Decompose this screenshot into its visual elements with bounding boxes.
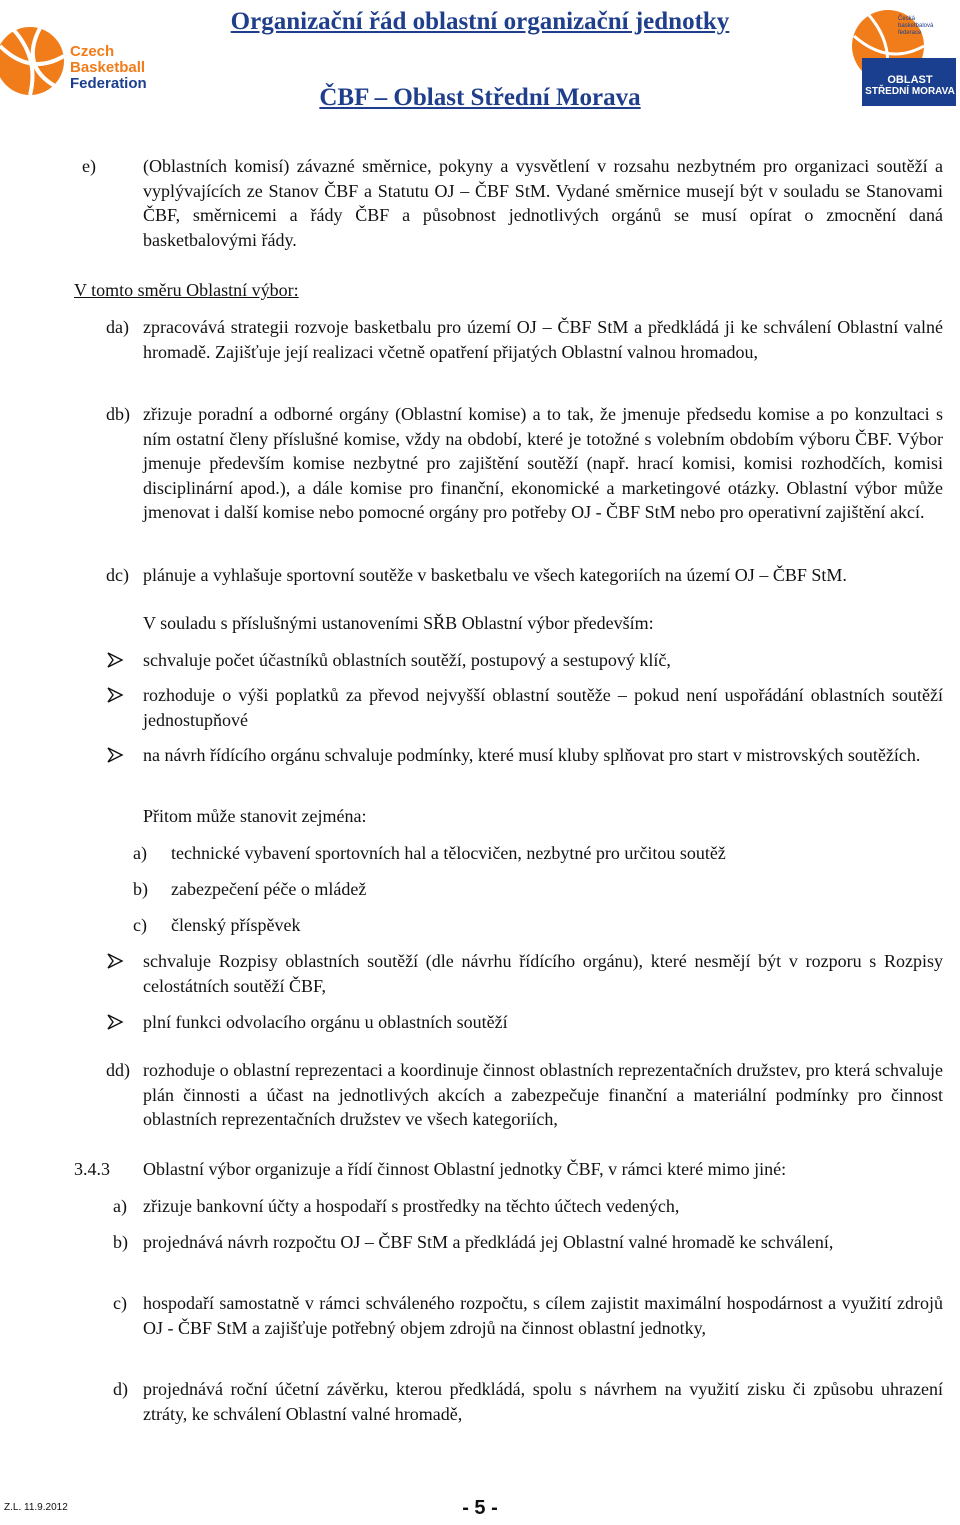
- logo-text-oblast: OBLAST: [887, 74, 933, 86]
- item-db-label: db): [106, 404, 130, 424]
- item-e-text: (Oblastních komisí) závazné směrnice, pokyny a vysvětlení v rozsahu nezbytném pro organizaci soutěží a vyplývajících ze Stanov ČBF a Statutu OJ – ČBF StM. Vydané směrnice musejí být v souladu se Stanovami ČBF, směrnicemi a řády ČBF a působnost jednotlivých orgánů se musí opírat o zmocnění daná basketbalovými řády.: [143, 156, 943, 250]
- sub-item-text: zabezpečení péče o mládež: [171, 879, 367, 899]
- sub-item-text: technické vybavení sportovních hal a tělocvičen, nezbytné pro určitou soutěž: [171, 843, 726, 863]
- item-dc-label: dc): [106, 565, 129, 585]
- logo-text-czech: Czech: [70, 43, 115, 60]
- logo-text-federation: Federation: [70, 75, 147, 92]
- page-number: - 5 -: [462, 1497, 498, 1519]
- sub-item-label: c): [133, 915, 147, 935]
- arrow-bullet-icon: [106, 651, 124, 669]
- item-da-label: da): [106, 317, 129, 337]
- item-db-text: zřizuje poradní a odborné orgány (Oblastní komise) a to tak, že jmenuje předsedu komise a po konzultaci s ním ostatní členy příslušné komise, vždy na období, které je totožné s volebním obdobím výboru ČBF. Výbor jmenuje především komise nezbytné pro zajištění soutěží (např. hrací komisi, komisi rozhodčích, komisi disciplinární apod.), a dále komise pro finanční, ekonomické a marketingové otázky. Oblastní výbor může jmenovat i další komise nebo pomocné orgány pro potřeby OJ - ČBF StM nebo pro operativní zajištění akcí.: [143, 404, 943, 522]
- list-item-label: a): [113, 1196, 127, 1216]
- document-title: Organizační řád oblastní organizační jednotky: [230, 8, 730, 35]
- logo-text-basketball: Basketball: [70, 59, 146, 76]
- oblast-stredni-morava-logo: [848, 6, 956, 106]
- list-item-label: d): [113, 1379, 128, 1399]
- document-subtitle: ČBF – Oblast Střední Morava: [319, 84, 641, 111]
- item-dc-text: plánuje a vyhlašuje sportovní soutěže v basketbalu ve všech kategoriích na území OJ – ČBF StM.: [143, 565, 847, 585]
- arrow-bullet-icon: [106, 952, 124, 970]
- bullet-item: schvaluje počet účastníků oblastních soutěží, postupový a sestupový klíč,: [143, 650, 671, 670]
- basketball-icon: [0, 26, 64, 95]
- item-dc-subtext: V souladu s příslušnými ustanoveními SŘB Oblastní výbor především:: [143, 613, 654, 633]
- sub-item-text: členský příspěvek: [171, 915, 301, 935]
- logo-small-text-3: federace: [898, 30, 922, 36]
- item-dd-text: rozhoduje o oblastní reprezentaci a koordinuje činnost oblastních reprezentačních družstev, pro která schvaluje plán činnosti a účast na jednotlivých akcích a zabezpečuje finanční a materiální podmínky pro činnost oblastních reprezentačních družstev ve všech kategoriích,: [143, 1060, 943, 1129]
- item-dd-label: dd): [106, 1060, 130, 1080]
- list-item-label: b): [113, 1232, 128, 1252]
- list-item-text: projednává roční účetní závěrku, kterou předkládá, spolu s návrhem na využití zisku či způsobu uhrazení ztráty, ke schválení Oblastní valné hromadě,: [143, 1379, 943, 1424]
- bullet-item: na návrh řídícího orgánu schvaluje podmínky, které musí kluby splňovat pro start v mistrovských soutěžích.: [143, 745, 921, 765]
- item-e-label: e): [82, 156, 96, 176]
- arrow-bullet-icon: [106, 686, 124, 704]
- list-item-label: c): [113, 1293, 127, 1313]
- list-item-text: projednává návrh rozpočtu OJ – ČBF StM a předkládá jej Oblastní valné hromadě ke schválení,: [143, 1232, 834, 1252]
- list-item-text: zřizuje bankovní účty a hospodaří s prostředky na těchto účtech vedených,: [143, 1196, 680, 1216]
- bullet-item: plní funkci odvolacího orgánu u oblastních soutěží: [143, 1012, 508, 1032]
- logo-small-text-2: basketbalová: [898, 23, 934, 29]
- section-text: Oblastní výbor organizuje a řídí činnost Oblastní jednotky ČBF, v rámci které mimo jiné:: [143, 1159, 787, 1179]
- arrow-bullet-icon: [106, 1013, 124, 1031]
- section-number: 3.4.3: [74, 1159, 110, 1179]
- bullet-item: rozhoduje o výši poplatků za převod nejvyšší oblastní soutěže – pokud není uspořádání oblastních soutěží jednostupňové: [143, 685, 943, 730]
- sub-item-label: a): [133, 843, 147, 863]
- logo-small-text-1: Česká: [898, 16, 916, 22]
- arrow-bullet-icon: [106, 746, 124, 764]
- logo-text-stredni-morava: STŘEDNÍ MORAVA: [865, 86, 955, 97]
- item-da-text: zpracovává strategii rozvoje basketbalu pro území OJ – ČBF StM a předkládá ji ke schválení Oblastní valné hromadě. Zajišťuje její realizaci včetně opatření přijatých Oblastní valnou hromadou,: [143, 317, 943, 362]
- intro-heading: V tomto směru Oblastní výbor:: [74, 280, 299, 300]
- sub-item-label: b): [133, 879, 148, 899]
- list-item-text: hospodaří samostatně v rámci schváleného rozpočtu, s cílem zajistit maximální hospodárnost a využití zdrojů OJ - ČBF StM a zajišťuje potřebný objem zdrojů na činnost oblastní jednotky,: [143, 1293, 943, 1338]
- bullet-item: schvaluje Rozpisy oblastních soutěží (dle návrhu řídícího orgánu), které nesmějí být v rozporu s Rozpisy celostátních soutěží ČBF,: [143, 951, 943, 996]
- czech-basketball-federation-logo: [0, 6, 175, 96]
- pritom-heading: Přitom může stanovit zejména:: [143, 806, 367, 826]
- footer-date: Z.L. 11.9.2012: [4, 1502, 68, 1513]
